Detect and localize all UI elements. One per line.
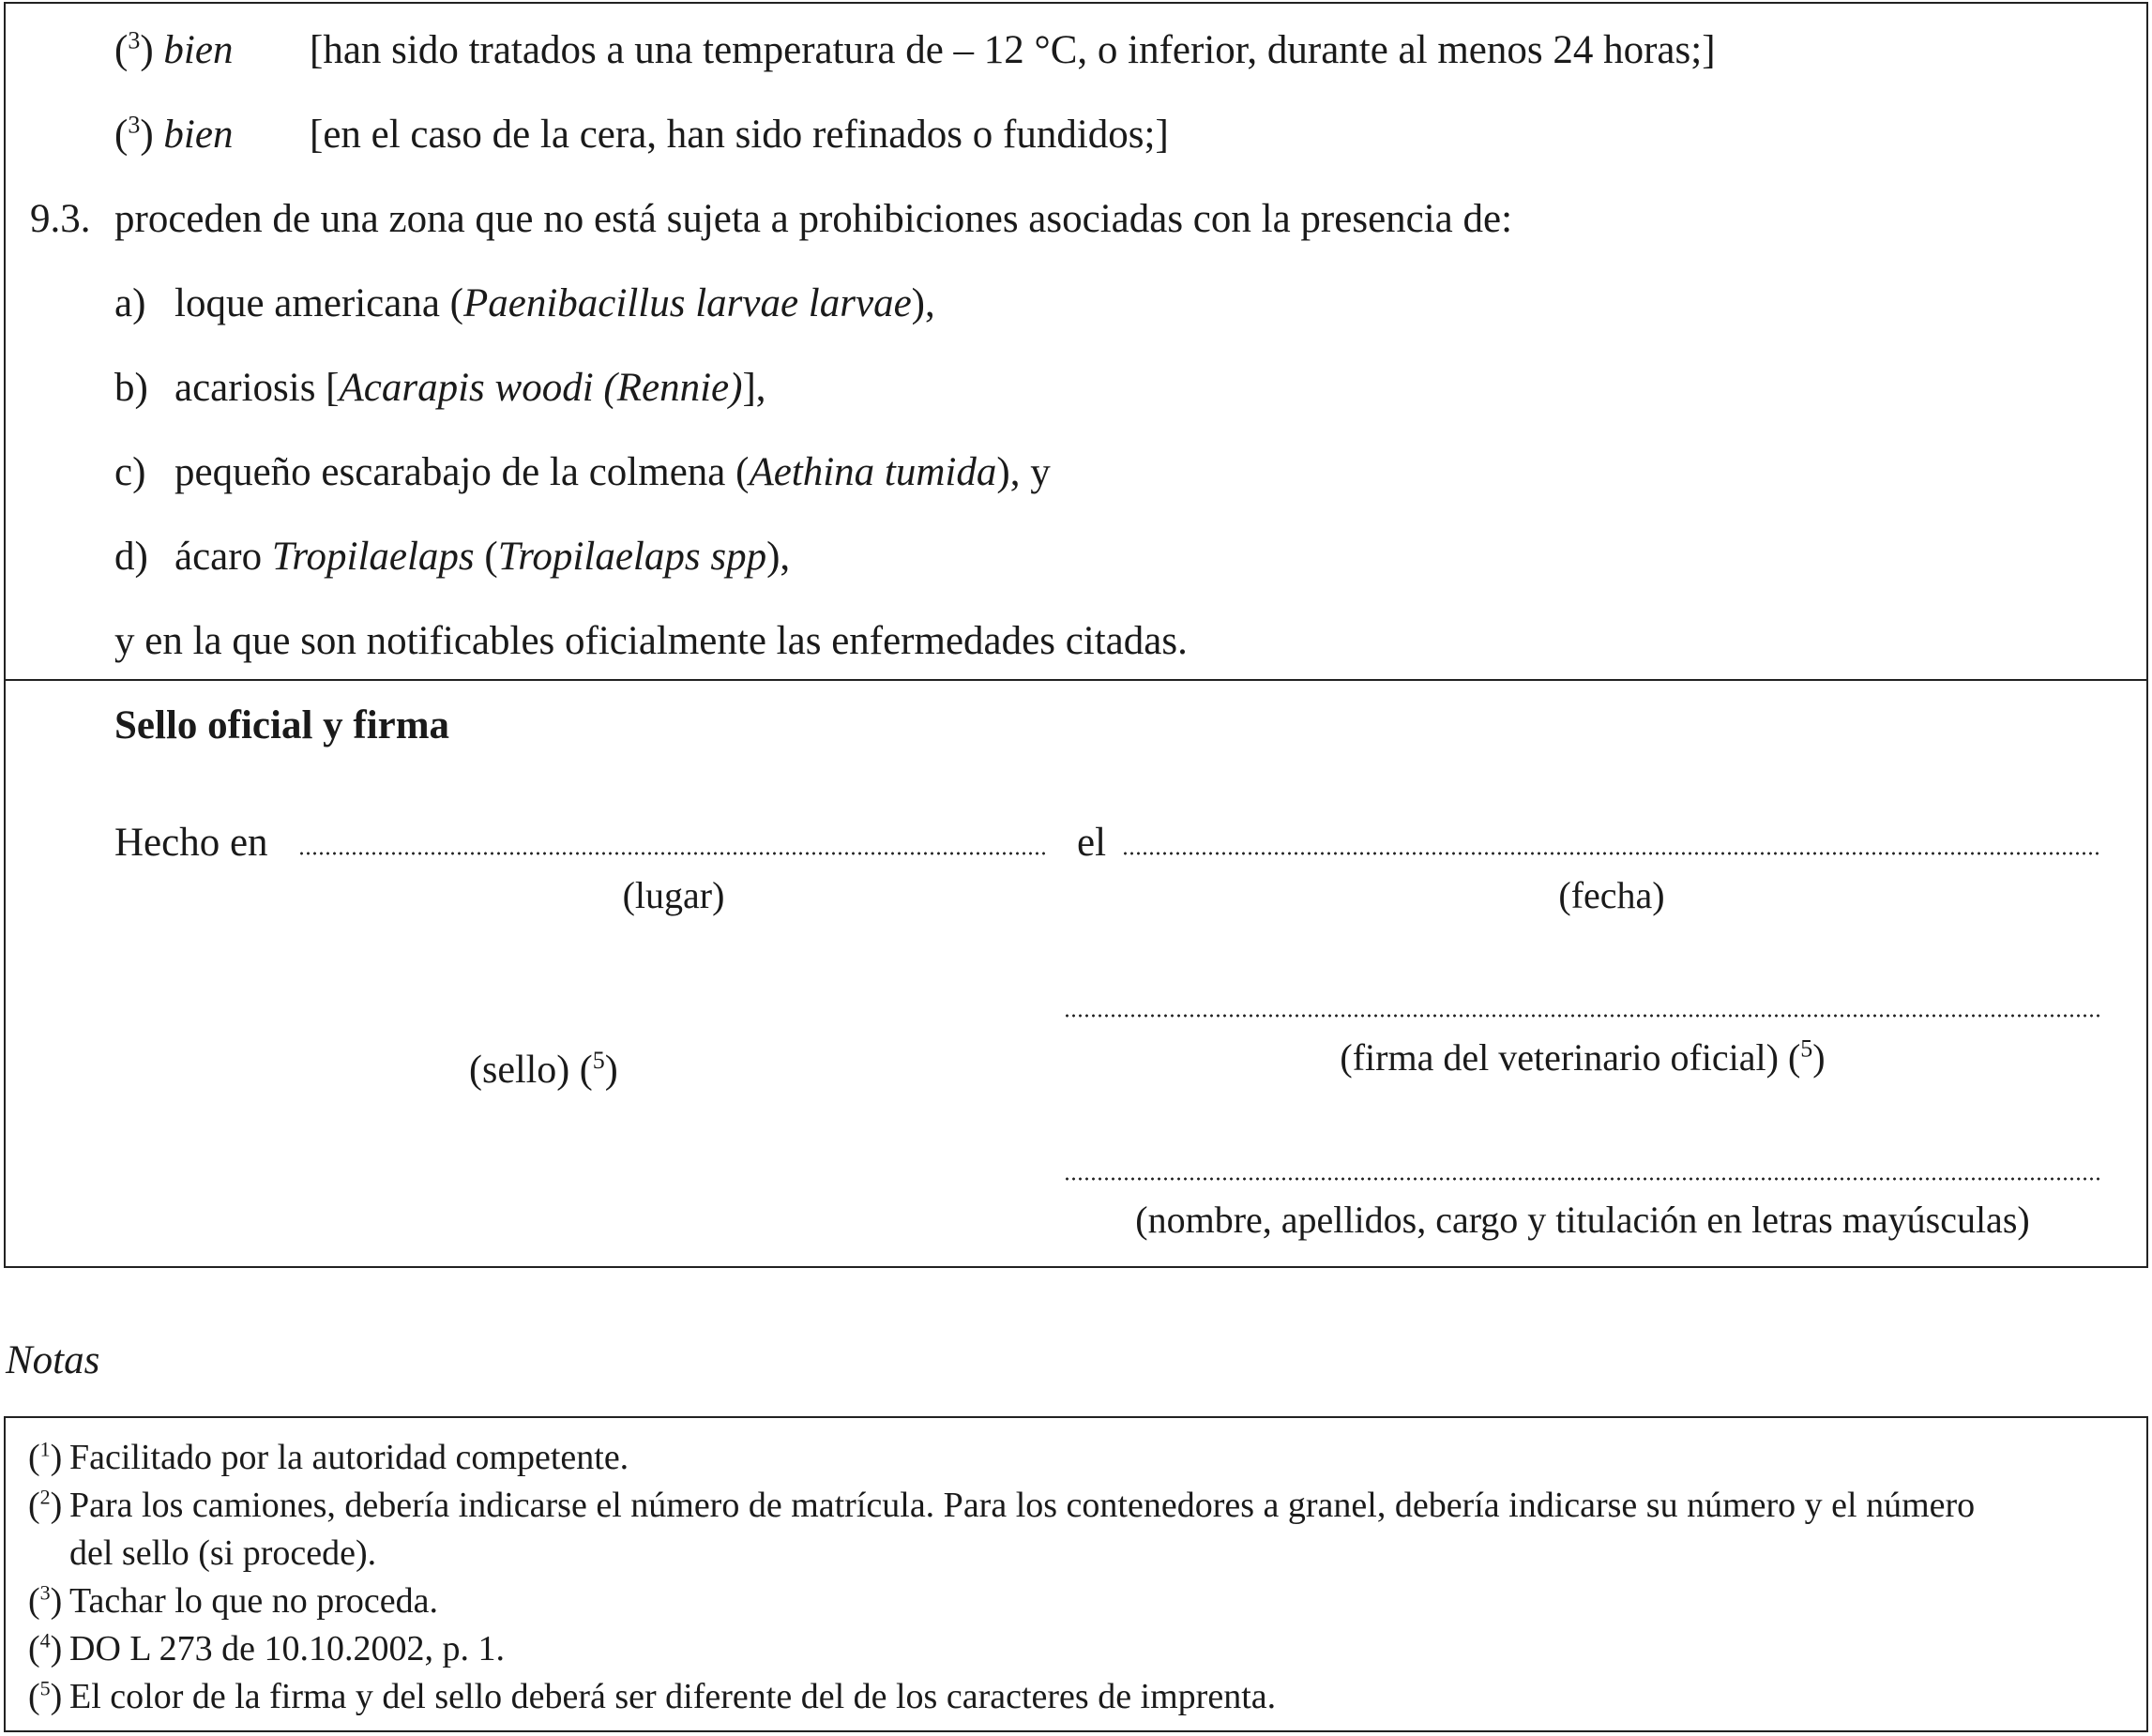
note-1: ($^1$) Facilitado por la autoridad competente. <box>28 1437 629 1477</box>
treatment-item-2: ($^3$) bien <box>114 111 234 157</box>
list-item-a: a) loque americana (Paenibacillus larvae larvae), <box>114 281 935 325</box>
date-field[interactable] <box>1122 852 2101 855</box>
clause-number: 9.3. <box>30 197 91 241</box>
signature-field[interactable] <box>1064 1014 2101 1018</box>
place-caption: (lugar) <box>622 874 725 916</box>
stamp-caption: (sello) ($^5$) <box>469 1047 618 1092</box>
note-5: ($^5$) El color de la firma y del sello deberá ser diferente del de los caracteres de imprenta. <box>28 1676 1277 1716</box>
note-2-continuation: del sello (si procede). <box>69 1533 377 1573</box>
note-4: ($^4$) DO L 273 de 10.10.2002, p. 1. <box>28 1628 506 1668</box>
treatment-item-1: ($^3$) bien <box>114 26 234 72</box>
place-field[interactable] <box>298 852 1049 855</box>
notes-heading: Notas <box>6 1338 100 1382</box>
clause-intro: proceden de una zona que no está sujeta a prohibiciones asociadas con la presencia de: <box>114 197 1513 241</box>
date-label: el <box>1077 821 1107 865</box>
treatment-item-1-text: [han sido tratados a una temperatura de – 12 °C, o inferior, durante al menos 24 horas;] <box>310 28 1716 72</box>
signature-title: Sello oficial y firma <box>114 703 450 747</box>
date-caption: (fecha) <box>1558 874 1665 916</box>
list-item-c: c) pequeño escarabajo de la colmena (Aethina tumida), y <box>114 450 1051 494</box>
clause-closing: y en la que son notificables oficialmente las enfermedades citadas. <box>114 619 1188 663</box>
made-in-label: Hecho en <box>114 821 268 865</box>
signature-caption: (firma del veterinario oficial) ($^5$) <box>1340 1034 1826 1079</box>
name-caption: (nombre, apellidos, cargo y titulación en letras mayúsculas) <box>1135 1199 2030 1241</box>
list-item-b: b) acariosis [Acarapis woodi (Rennie)], <box>114 366 766 410</box>
section-divider <box>4 679 2148 681</box>
list-item-d: d) ácaro Tropilaelaps (Tropilaelaps spp), <box>114 535 791 579</box>
name-field[interactable] <box>1064 1177 2101 1181</box>
note-2: ($^2$) Para los camiones, debería indicarse el número de matrícula. Para los contenedores a granel, debería indicarse su número y el número <box>28 1485 1976 1525</box>
note-3: ($^3$) Tachar lo que no proceda. <box>28 1580 438 1621</box>
treatment-item-2-text: [en el caso de la cera, han sido refinados o fundidos;] <box>310 113 1169 157</box>
